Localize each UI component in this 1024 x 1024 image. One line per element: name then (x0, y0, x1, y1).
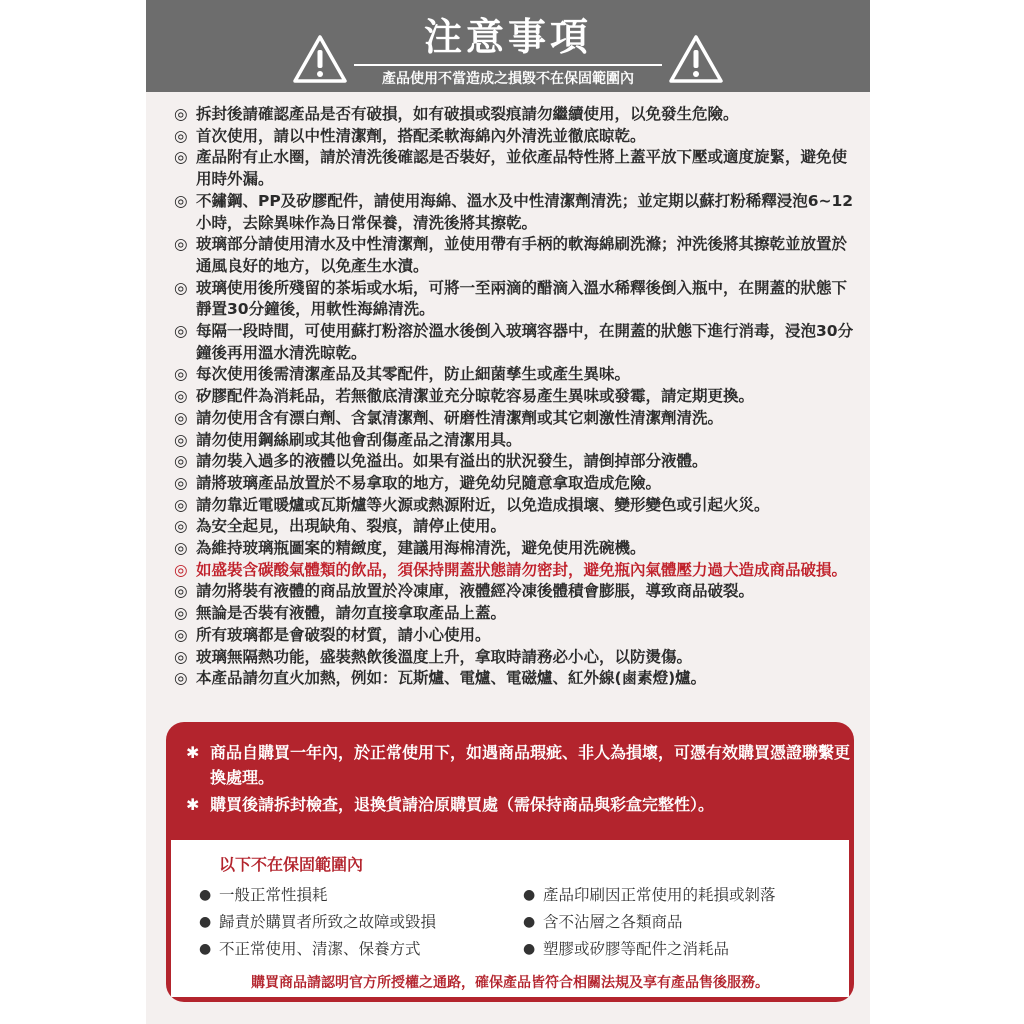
note-text: 矽膠配件為消耗品，若無徹底清潔並充分晾乾容易產生異味或發霉，請定期更換。 (196, 387, 755, 406)
note-text: 拆封後請確認產品是否有破損，如有破損或裂痕請勿繼續使用，以免發生危險。 (196, 105, 739, 123)
note-text: 每次使用後需清潔產品及其零配件，防止細菌孳生或產生異味。 (196, 365, 631, 384)
double-circle-icon: ◎ (174, 387, 188, 406)
double-circle-icon: ◎ (174, 126, 188, 145)
note-item (174, 321, 854, 364)
note-item (174, 668, 854, 690)
note-text: 每隔一段時間，可使用蘇打粉溶於溫水後倒入玻璃容器中，在開蓋的狀態下進行消毒，浸泡30分鐘後再用溫水清洗晾乾。 (196, 322, 854, 362)
list-item (199, 936, 519, 963)
double-circle-icon: ◎ (174, 582, 188, 601)
header-banner (146, 0, 870, 92)
note-item-warning (174, 560, 854, 582)
note-item (174, 647, 854, 669)
note-text: 所有玻璃都是會破裂的材質，請小心使用。 (196, 625, 491, 644)
double-circle-icon: ◎ (174, 647, 188, 666)
note-item (174, 451, 854, 473)
bullet-icon: ● (523, 941, 536, 957)
double-circle-icon: ◎ (174, 495, 188, 514)
bullet-icon: ● (523, 914, 536, 930)
note-text: 本產品請勿直火加熱，例如：瓦斯爐、電爐、電磁爐、紅外線(鹵素燈)爐。 (196, 669, 707, 688)
exclusions-left-list (199, 882, 519, 963)
double-circle-icon: ◎ (174, 191, 188, 210)
note-item (174, 408, 854, 430)
exclusions-right-list (523, 882, 843, 963)
note-text: 如盛裝含碳酸氣體類的飲品，須保持開蓋狀態請勿密封，避免瓶內氣體壓力過大造成商品破損。 (196, 560, 848, 579)
double-circle-icon: ◎ (174, 148, 188, 167)
warranty-box (166, 722, 854, 1002)
double-circle-icon: ◎ (174, 278, 188, 297)
list-item (199, 882, 519, 909)
note-item (174, 603, 854, 625)
note-text: 請勿靠近電暖爐或瓦斯爐等火源或熱源附近，以免造成損壞、變形變色或引起火災。 (196, 495, 770, 514)
page (146, 0, 870, 1024)
note-text: 請勿將裝有液體的商品放置於冷凍庫，液體經冷凍後體積會膨脹，導致商品破裂。 (196, 582, 755, 601)
note-text: 為維持玻璃瓶圖案的精緻度，建議用海棉清洗，避免使用洗碗機。 (196, 539, 646, 558)
bullet-icon: ● (199, 914, 212, 930)
note-text: 玻璃使用後所殘留的茶垢或水垢，可將一至兩滴的醋滴入溫水稀釋後倒入瓶中，在開蓋的狀態下靜置30分鐘後，用軟性海綿清洗。 (196, 278, 848, 319)
note-text: 玻璃無隔熱功能，盛裝熱飲後溫度上升，拿取時請務必小心，以防燙傷。 (196, 647, 693, 666)
double-circle-icon: ◎ (174, 430, 188, 449)
double-circle-icon: ◎ (174, 473, 188, 492)
list-item-text: 不正常使用、清潔、保養方式 (219, 940, 421, 958)
note-text: 請勿使用含有漂白劑、含氯清潔劑、研磨性清潔劑或其它刺激性清潔劑清洗。 (196, 408, 724, 427)
list-item-text: 產品印刷因正常使用的耗損或剝落 (543, 886, 776, 904)
double-circle-icon: ◎ (174, 235, 188, 254)
bullet-icon: ● (199, 887, 212, 903)
bullet-icon: ● (523, 887, 536, 903)
note-item (174, 538, 854, 560)
bullet-icon: ● (199, 941, 212, 957)
list-item-text: 塑膠或矽膠等配件之消耗品 (543, 940, 730, 958)
double-circle-icon: ◎ (174, 669, 188, 688)
double-circle-icon: ◎ (174, 604, 188, 623)
note-item (174, 495, 854, 517)
note-item (174, 278, 854, 321)
note-text: 不鏽鋼、PP及矽膠配件，請使用海綿、溫水及中性清潔劑清洗；並定期以蘇打粉稀釋浸泡6~12小時，去除異味作為日常保養，清洗後將其擦乾。 (196, 191, 854, 232)
exclusions-title: 以下不在保固範圍內 (219, 855, 364, 874)
note-text: 為安全起見，出現缺角、裂痕，請停止使用。 (196, 517, 507, 536)
warranty-line (186, 740, 850, 790)
double-circle-icon: ◎ (174, 322, 188, 341)
note-item (174, 581, 854, 603)
page-subtitle: 產品使用不當造成之損毀不在保固範圍內 (382, 71, 634, 87)
exclusions-panel (171, 840, 849, 997)
double-circle-icon: ◎ (174, 560, 188, 579)
list-item (523, 909, 843, 936)
note-text: 玻璃部分請使用清水及中性清潔劑，並使用帶有手柄的軟海綿刷洗滌；沖洗後將其擦乾並放置於通風良好的地方，以免產生水漬。 (196, 235, 848, 275)
note-text: 請勿使用鋼絲刷或其他會刮傷產品之清潔用具。 (196, 430, 522, 449)
list-item-text: 一般正常性損耗 (219, 886, 328, 904)
list-item (523, 882, 843, 909)
double-circle-icon: ◎ (174, 517, 188, 536)
list-item-text: 歸責於購買者所致之故障或毀損 (219, 913, 437, 931)
list-item (523, 936, 843, 963)
warranty-line-text: 購買後請拆封檢查，退換貨請洽原購買處（需保持商品與彩盒完整性）。 (210, 795, 715, 814)
note-text: 請將玻璃產品放置於不易拿取的地方，避免幼兒隨意拿取造成危險。 (196, 473, 662, 492)
note-item (174, 191, 854, 234)
warning-triangle-icon (292, 34, 348, 84)
double-circle-icon: ◎ (174, 408, 188, 427)
authorized-channel-notice: 購買商品請認明官方所授權之通路，確保產品皆符合相關法規及享有產品售後服務。 (251, 975, 769, 991)
note-text: 產品附有止水圈，請於清洗後確認是否裝好，並依產品特性將上蓋平放下壓或適度旋緊，避免使用時外漏。 (196, 148, 848, 189)
double-circle-icon: ◎ (174, 452, 188, 471)
note-item (174, 364, 854, 386)
note-item (174, 516, 854, 538)
title-divider (354, 64, 662, 66)
double-circle-icon: ◎ (174, 539, 188, 558)
note-item (174, 126, 854, 148)
note-item (174, 625, 854, 647)
double-circle-icon: ◎ (174, 365, 188, 384)
asterisk-icon: ✱ (186, 743, 200, 762)
warranty-line (186, 792, 850, 817)
double-circle-icon: ◎ (174, 105, 188, 123)
note-text: 首次使用，請以中性清潔劑，搭配柔軟海綿內外清洗並徹底晾乾。 (196, 126, 646, 145)
list-item (199, 909, 519, 936)
note-item (174, 147, 854, 190)
note-item (174, 430, 854, 452)
note-text: 請勿裝入過多的液體以免溢出。如果有溢出的狀況發生，請倒掉部分液體。 (196, 452, 708, 471)
asterisk-icon: ✱ (186, 795, 200, 814)
note-text: 無論是否裝有液體，請勿直接拿取產品上蓋。 (196, 604, 507, 623)
care-notes-list (174, 104, 854, 690)
note-item (174, 234, 854, 277)
note-item (174, 104, 854, 126)
warning-triangle-icon (668, 34, 724, 84)
warranty-line-text: 商品自購買一年內，於正常使用下，如遇商品瑕疵、非人為損壞，可憑有效購買憑證聯繫更換處理。 (210, 743, 851, 787)
warranty-terms (166, 722, 854, 840)
note-item (174, 386, 854, 408)
double-circle-icon: ◎ (174, 625, 188, 644)
list-item-text: 含不沾層之各類商品 (543, 913, 683, 931)
page-title: 注意事項 (423, 14, 592, 59)
note-item (174, 473, 854, 495)
